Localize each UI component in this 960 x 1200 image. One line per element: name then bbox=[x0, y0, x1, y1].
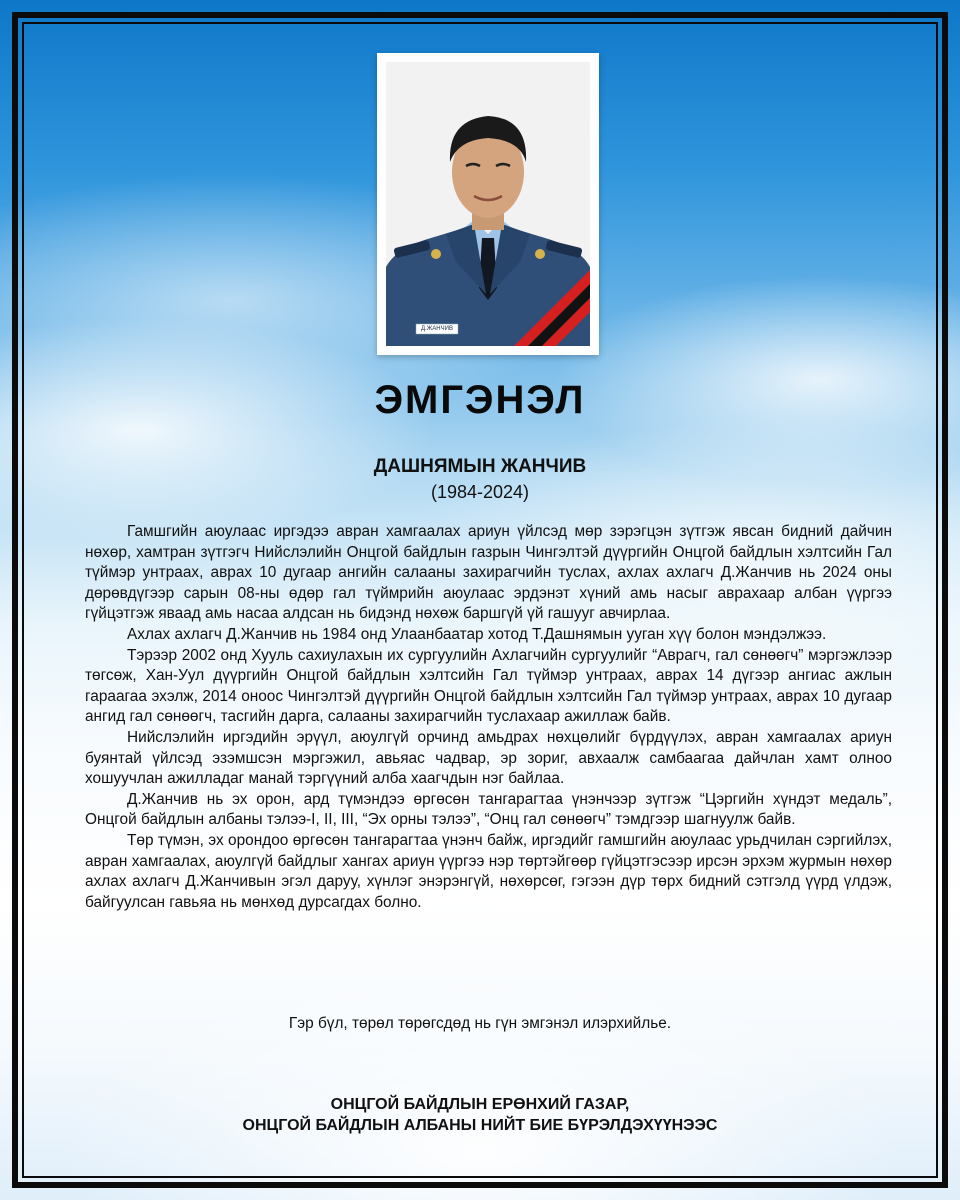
portrait-photo bbox=[386, 62, 590, 346]
paragraph: Ахлах ахлагч Д.Жанчив нь 1984 онд Улаанбаатар хотод Т.Дашнямын ууган хүү болон мэндэлжээ. bbox=[127, 625, 827, 643]
paragraph: Нийслэлийн иргэдийн эрүүл, аюулгүй орчинд амьдрах нөхцөлийг бүрдүүлэх, авран хамгаалах ариун буянтай үйлсэд эзэмшсэн мэргэжил, авьяас чадвар, эр зориг, авхаалж самбаагаа дайчлан хамт олноо хошуучлан ажилладаг манай тэргүүний алба хаагчдын нэг байлаа. bbox=[85, 728, 892, 788]
name-tag-text: Д.ЖАНЧИВ bbox=[421, 326, 453, 332]
page-title: ЭМГЭНЭЛ bbox=[374, 378, 586, 422]
closing-line: Гэр бүл, төрөл төрөгсдөд нь гүн эмгэнэл илэрхийлье. bbox=[288, 1015, 672, 1032]
paragraph: Тэрээр 2002 онд Хууль сахиулахын их сургуулийн Ахлагчийн сургуулийг “Аврагч, гал сөнөөгч” мэргэжлээр төгсөж, Хан-Уул дүүргийн Онцгой байдлын хэлтсийн Гал түймэр унтраах, аврах 14 дүгээр ангиас ажлын гараагаа эхэлж, 2014 оноос Чингэлтэй дүүргийн Онцгой байдлын хэлтсийн Гал түймэр унтраах, аврах 10 дугаар ангид гал сөнөөгч, тасгийн дарга, салааны захирагчийн туслахаар ажиллаж байв. bbox=[85, 646, 892, 726]
paragraph: Д.Жанчив нь эх орон, ард түмэндээ өргөсөн тангарагтаа үнэнчээр зүтгэж “Цэргийн хүндэт медаль”, Онцгой байдлын албаны тэлээ-I, II, III, “Эх орны тэлээ”, “Онц гал сөнөөгч” тэмдгээр шагнуулж байв. bbox=[85, 790, 892, 829]
life-years: (1984-2024) bbox=[430, 482, 530, 502]
paragraph: Гамшгийн аюулаас иргэдээ авран хамгаалах ариун үйлсэд мөр зэрэгцэн зүтгэж явсан бидний дайчин нөхөр, хамтран зүтгэгч Нийслэлийн Онцгой байдлын газрын Чингэлтэй дүүргийн Онцгой байдлын хэлтсийн Гал түймэр унтраах, аврах 10 дугаар ангийн салааны захирагчийн туслах, ахлах ахлагч Д.Жанчив нь 2024 оны дөрөвдүгээр сарын 08-ны өдөр гал түймрийн аюулаас эрдэнэт хүний амь насыг аврахаар албан үүргээ гүйцэтгэж яваад амь насаа алдсан нь бидэнд нөхөж баршгүй үй гашууг авчирлаа. bbox=[85, 523, 892, 623]
right-collar-badge bbox=[535, 249, 545, 259]
portrait-frame bbox=[377, 53, 599, 355]
portrait-illustration bbox=[386, 62, 590, 346]
signature-block bbox=[0, 1094, 960, 1136]
deceased-name: ДАШНЯМЫН ЖАНЧИВ bbox=[373, 456, 587, 477]
signature-line-2: ОНЦГОЙ БАЙДЛЫН АЛБАНЫ НИЙТ БИЕ БҮРЭЛДЭХҮҮНЭЭС bbox=[242, 1117, 718, 1134]
paragraph: Төр түмэн, эх орондоо өргөсөн тангарагтаа үнэнч байж, иргэдийг гамшгийн аюулаас урьдчилан сэргийлэх, авран хамгаалах, аюулгүй байдлыг хангах ариун үүргээ нэр төртэйгөөр гүйцэтгэсээр ирсэн эрхэм журмын нөхөр ахлах ахлагч Д.Жанчивын эгэл даруу, хүнлэг энэрэнгүй, нөхөрсөг, гэгээн дүр төрх бидний сэтгэлд үүрд үлдэж, байгуулсан гавьяа нь мөнхөд дурсагдах болно. bbox=[85, 831, 892, 911]
signature-line-1: ОНЦГОЙ БАЙДЛЫН ЕРӨНХИЙ ГАЗАР, bbox=[330, 1096, 630, 1113]
left-collar-badge bbox=[431, 249, 441, 259]
condolence-text bbox=[85, 522, 892, 913]
